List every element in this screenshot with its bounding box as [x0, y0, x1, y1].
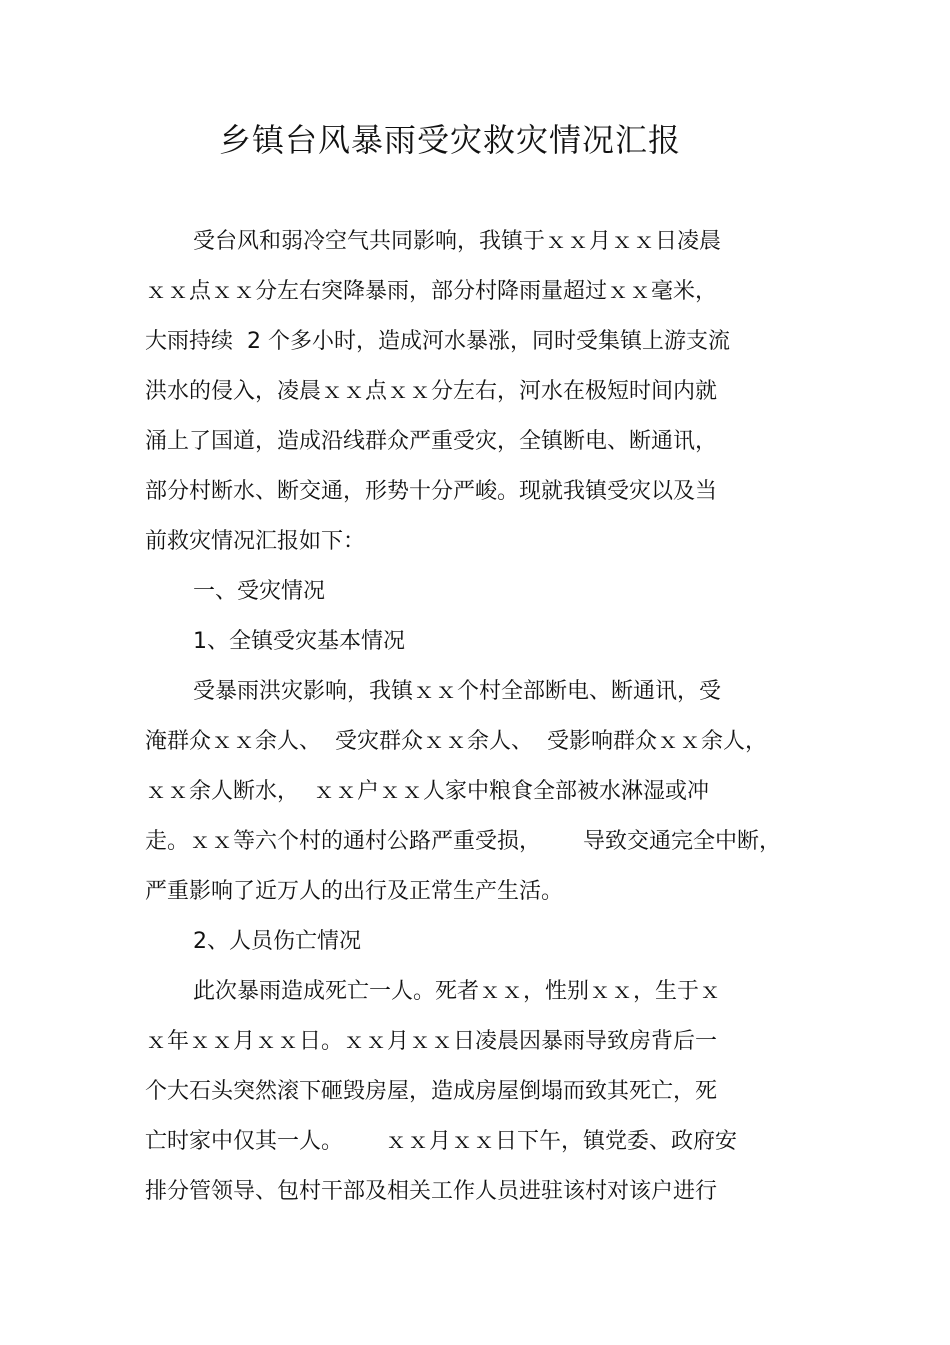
paragraph-line: 淹群众ｘｘ余人、 受灾群众ｘｘ余人、 受影响群众ｘｘ余人， [145, 729, 767, 754]
subsection-heading: 1、全镇受灾基本情况 [193, 629, 405, 654]
paragraph-line: 走。ｘｘ等六个村的通村公路严重受损， 导致交通完全中断， [145, 829, 781, 854]
paragraph-line: 受暴雨洪灾影响，我镇ｘｘ个村全部断电、断通讯，受 [193, 679, 722, 704]
paragraph-line: 亡时家中仅其一人。 ｘｘ月ｘｘ日下午，镇党委、政府安 [145, 1129, 737, 1154]
paragraph-line: 受台风和弱冷空气共同影响，我镇于ｘｘ月ｘｘ日凌晨 [193, 229, 722, 254]
paragraph-line: 此次暴雨造成死亡一人。死者ｘｘ，性别ｘｘ，生于ｘ [193, 979, 722, 1004]
paragraph-line: 排分管领导、包村干部及相关工作人员进驻该村对该户进行 [145, 1179, 718, 1204]
paragraph-line: ｘｘ余人断水， ｘｘ户ｘｘ人家中粮食全部被水淋湿或冲 [145, 779, 709, 804]
paragraph-line: 个大石头突然滚下砸毁房屋，造成房屋倒塌而致其死亡，死 [145, 1079, 718, 1104]
subsection-heading: 2、人员伤亡情况 [193, 929, 361, 954]
paragraph-line: 大雨持续 2 个多小时，造成河水暴涨，同时受集镇上游支流 [145, 329, 730, 354]
paragraph-line: 部分村断水、断交通，形势十分严峻。现就我镇受灾以及当 [145, 479, 718, 504]
paragraph-line: 前救灾情况汇报如下： [145, 529, 366, 554]
paragraph-line: 洪水的侵入，凌晨ｘｘ点ｘｘ分左右，河水在极短时间内就 [145, 379, 718, 404]
document-title: 乡镇台风暴雨受灾救灾情况汇报 [218, 121, 681, 159]
paragraph-line: ｘ年ｘｘ月ｘｘ日。ｘｘ月ｘｘ日凌晨因暴雨导致房背后一 [145, 1029, 718, 1054]
paragraph-line: 涌上了国道，造成沿线群众严重受灾，全镇断电、断通讯， [145, 429, 718, 454]
paragraph-line: ｘｘ点ｘｘ分左右突降暴雨，部分村降雨量超过ｘｘ毫米， [145, 279, 718, 304]
paragraph-line: 严重影响了近万人的出行及正常生产生活。 [145, 879, 564, 904]
section-heading: 一、受灾情况 [193, 579, 326, 604]
